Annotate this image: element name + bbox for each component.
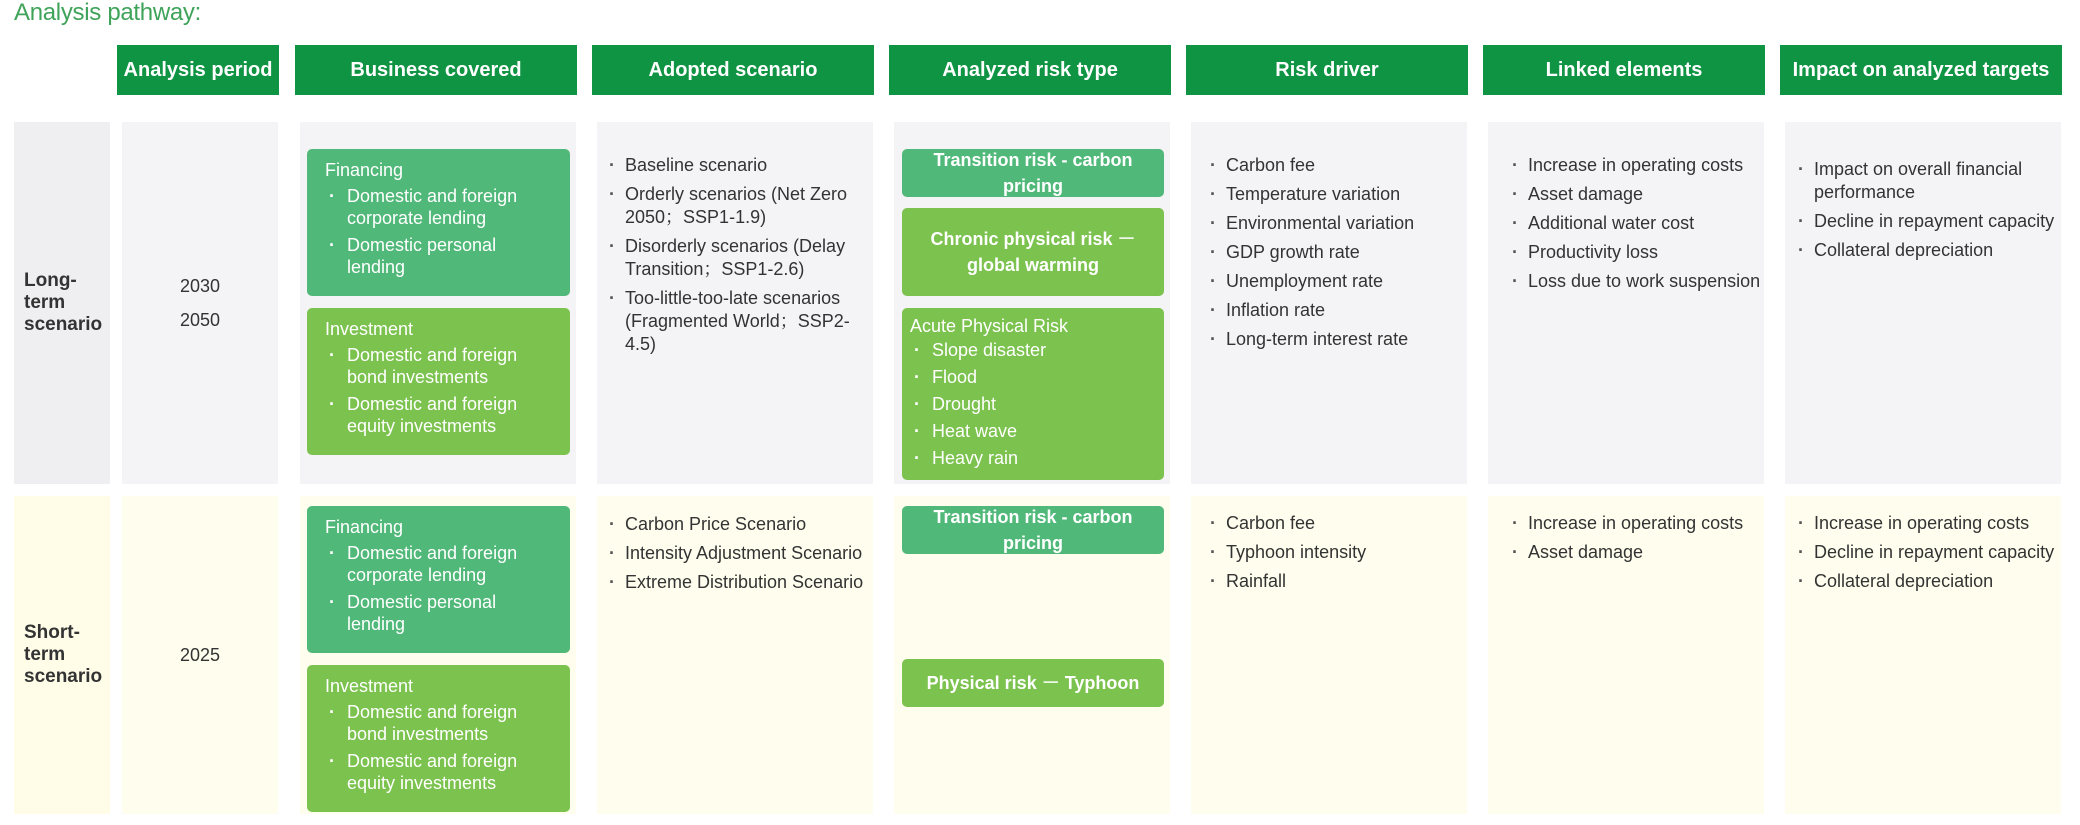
list-item: · Domestic and foreign corporate lending <box>325 185 558 229</box>
list-item: · Impact on overall financial performance <box>1796 158 2058 204</box>
list-item: · Environmental variation <box>1208 212 1466 235</box>
short-term-scenario-list <box>607 513 869 600</box>
short-term-linked-list <box>1510 512 1772 570</box>
list-item: · Decline in repayment capacity <box>1796 210 2058 233</box>
short-term-impact-list <box>1796 512 2058 599</box>
financing-heading: Financing <box>325 517 404 537</box>
list-item: · Asset damage <box>1510 183 1772 206</box>
list-item: · Decline in repayment capacity <box>1796 541 2058 564</box>
list-item: · Collateral depreciation <box>1796 570 2058 593</box>
list-item: · Productivity loss <box>1510 241 1772 264</box>
list-item: · Unemployment rate <box>1208 270 1466 293</box>
long-term-scenario-list <box>607 154 869 362</box>
list-item: · Drought <box>910 394 1152 415</box>
short-term-driver-list <box>1208 512 1466 599</box>
list-item: · Typhoon intensity <box>1208 541 1466 564</box>
list-item: · Heavy rain <box>910 448 1152 469</box>
list-item: · Baseline scenario <box>607 154 869 177</box>
list-item: · Inflation rate <box>1208 299 1466 322</box>
short-term-period <box>122 496 278 814</box>
long-term-chronic-physical-risk: Chronic physical risk － global warming <box>902 208 1164 296</box>
long-term-transition-risk: Transition risk - carbon pricing <box>902 149 1164 197</box>
long-term-scenario-label: Long-term scenario <box>24 270 103 335</box>
long-term-acute-physical-risk <box>902 308 1164 480</box>
period-2050: 2050 <box>179 310 221 330</box>
list-item: · Temperature variation <box>1208 183 1466 206</box>
list-item: · Intensity Adjustment Scenario <box>607 542 869 565</box>
short-term-financing-box <box>307 506 570 653</box>
list-item: · Additional water cost <box>1510 212 1772 235</box>
header-analysis-period: Analysis period <box>117 45 279 95</box>
short-term-investment-box <box>307 665 570 812</box>
list-item: · Domestic and foreign equity investments <box>325 750 558 794</box>
list-item: · Domestic and foreign bond investments <box>325 701 558 745</box>
list-item: · Heat wave <box>910 421 1152 442</box>
page-title: Analysis pathway: <box>14 0 201 26</box>
list-item: · GDP growth rate <box>1208 241 1466 264</box>
list-item: · Slope disaster <box>910 340 1152 361</box>
acute-risk-heading: Acute Physical Risk <box>910 316 1069 336</box>
header-impact-on-targets: Impact on analyzed targets <box>1780 45 2062 95</box>
long-term-driver-list <box>1208 154 1466 357</box>
list-item: · Carbon Price Scenario <box>607 513 869 536</box>
list-item: · Increase in operating costs <box>1796 512 2058 535</box>
long-term-periods <box>122 122 278 484</box>
short-term-physical-risk-typhoon: Physical risk － Typhoon <box>902 659 1164 707</box>
list-item: · Rainfall <box>1208 570 1466 593</box>
list-item: · Carbon fee <box>1208 154 1466 177</box>
list-item: · Loss due to work suspension <box>1510 270 1772 293</box>
header-adopted-scenario: Adopted scenario <box>592 45 874 95</box>
long-term-investment-box <box>307 308 570 455</box>
period-2030: 2030 <box>179 276 221 296</box>
list-item: · Domestic and foreign equity investments <box>325 393 558 437</box>
list-item: · Increase in operating costs <box>1510 154 1772 177</box>
list-item: · Long-term interest rate <box>1208 328 1466 351</box>
list-item: · Disorderly scenarios (Delay Transition；SSP1-2.6) <box>607 235 869 281</box>
list-item: · Carbon fee <box>1208 512 1466 535</box>
list-item: · Domestic personal lending <box>325 234 558 278</box>
short-term-transition-risk: Transition risk - carbon pricing <box>902 506 1164 554</box>
header-business-covered: Business covered <box>295 45 577 95</box>
list-item: · Flood <box>910 367 1152 388</box>
investment-heading: Investment <box>325 319 414 339</box>
list-item: · Collateral depreciation <box>1796 239 2058 262</box>
financing-heading: Financing <box>325 160 404 180</box>
long-term-linked-list <box>1510 154 1772 299</box>
short-term-scenario-label: Short-term scenario <box>24 622 103 687</box>
list-item: · Domestic and foreign corporate lending <box>325 542 558 586</box>
list-item: · Increase in operating costs <box>1510 512 1772 535</box>
period-2025: 2025 <box>179 645 221 665</box>
header-linked-elements: Linked elements <box>1483 45 1765 95</box>
long-term-impact-list <box>1796 158 2058 268</box>
list-item: · Asset damage <box>1510 541 1772 564</box>
list-item: · Domestic and foreign bond investments <box>325 344 558 388</box>
list-item: · Extreme Distribution Scenario <box>607 571 869 594</box>
header-risk-driver: Risk driver <box>1186 45 1468 95</box>
list-item: · Domestic personal lending <box>325 591 558 635</box>
long-term-financing-box <box>307 149 570 296</box>
list-item: · Too-little-too-late scenarios (Fragmented World；SSP2-4.5) <box>607 287 869 356</box>
list-item: · Orderly scenarios (Net Zero 2050；SSP1-1.9) <box>607 183 869 229</box>
header-analyzed-risk-type: Analyzed risk type <box>889 45 1171 95</box>
investment-heading: Investment <box>325 676 414 696</box>
